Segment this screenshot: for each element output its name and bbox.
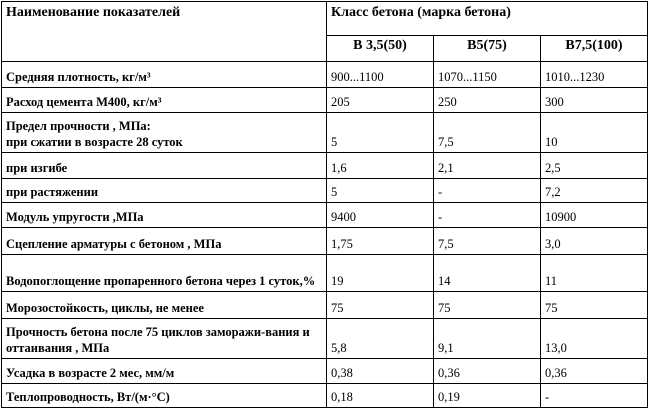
row-label: Предел прочности , МПа: при сжатии в возрасте 28 суток [2, 113, 327, 153]
cell-value: 5 [327, 113, 434, 153]
cell-value: - [434, 203, 541, 228]
row-label: Прочность бетона после 75 циклов заморажи-вания и оттаивания , МПа [2, 319, 327, 359]
concrete-properties-table [1, 1, 648, 408]
cell-value: 75 [327, 292, 434, 319]
cell-value: 19 [327, 255, 434, 292]
row-label: Модуль упругости ,МПа [2, 203, 327, 228]
row-label: Теплопроводность, Вт/(м·°С) [2, 384, 327, 408]
class-header: В7,5(100) [541, 36, 648, 62]
row-label: Расход цемента М400, кг/м³ [2, 88, 327, 113]
cell-value: 1,75 [327, 228, 434, 255]
cell-value: 14 [434, 255, 541, 292]
row-label: Средняя плотность, кг/м³ [2, 62, 327, 88]
cell-value: 11 [541, 255, 648, 292]
cell-value: 9400 [327, 203, 434, 228]
cell-value: 2,1 [434, 153, 541, 179]
cell-value: 7,5 [434, 228, 541, 255]
cell-value: - [541, 384, 648, 408]
row-label: при растяжении [2, 179, 327, 203]
cell-value: 1,6 [327, 153, 434, 179]
cell-value: 0,36 [434, 359, 541, 384]
row-label: при изгибе [2, 153, 327, 179]
class-header: В5(75) [434, 36, 541, 62]
cell-value: 3,0 [541, 228, 648, 255]
row-label: Водопоглощение пропаренного бетона через 1 суток,% [2, 255, 327, 292]
cell-value: 5,8 [327, 319, 434, 359]
cell-value: 205 [327, 88, 434, 113]
cell-value: 9,1 [434, 319, 541, 359]
cell-value: 7,5 [434, 113, 541, 153]
cell-value: 0,38 [327, 359, 434, 384]
table-row [2, 203, 648, 228]
cell-value: 250 [434, 88, 541, 113]
cell-value: 900...1100 [327, 62, 434, 88]
cell-value: 75 [434, 292, 541, 319]
table-row [2, 228, 648, 255]
table-row [2, 319, 648, 359]
cell-value: 0,19 [434, 384, 541, 408]
cell-value: 1010...1230 [541, 62, 648, 88]
table-row [2, 62, 648, 88]
row-label: Сцепление арматуры с бетоном , МПа [2, 228, 327, 255]
cell-value: - [434, 179, 541, 203]
cell-value: 0,18 [327, 384, 434, 408]
class-header: В 3,5(50) [327, 36, 434, 62]
cell-value: 75 [541, 292, 648, 319]
cell-value: 5 [327, 179, 434, 203]
indicator-header: Наименование показателей [2, 2, 327, 62]
table-row [2, 179, 648, 203]
table-row [2, 88, 648, 113]
table-row [2, 384, 648, 408]
cell-value: 0,36 [541, 359, 648, 384]
row-label: Усадка в возрасте 2 мес, мм/м [2, 359, 327, 384]
cell-value: 300 [541, 88, 648, 113]
cell-value: 13,0 [541, 319, 648, 359]
cell-value: 2,5 [541, 153, 648, 179]
table-row [2, 255, 648, 292]
cell-value: 7,2 [541, 179, 648, 203]
concrete-class-header: Класс бетона (марка бетона) [327, 2, 648, 36]
table-row [2, 153, 648, 179]
table-row [2, 292, 648, 319]
row-label: Морозостойкость, циклы, не менее [2, 292, 327, 319]
cell-value: 10 [541, 113, 648, 153]
cell-value: 1070...1150 [434, 62, 541, 88]
cell-value: 10900 [541, 203, 648, 228]
table-row [2, 113, 648, 153]
table-row [2, 359, 648, 384]
